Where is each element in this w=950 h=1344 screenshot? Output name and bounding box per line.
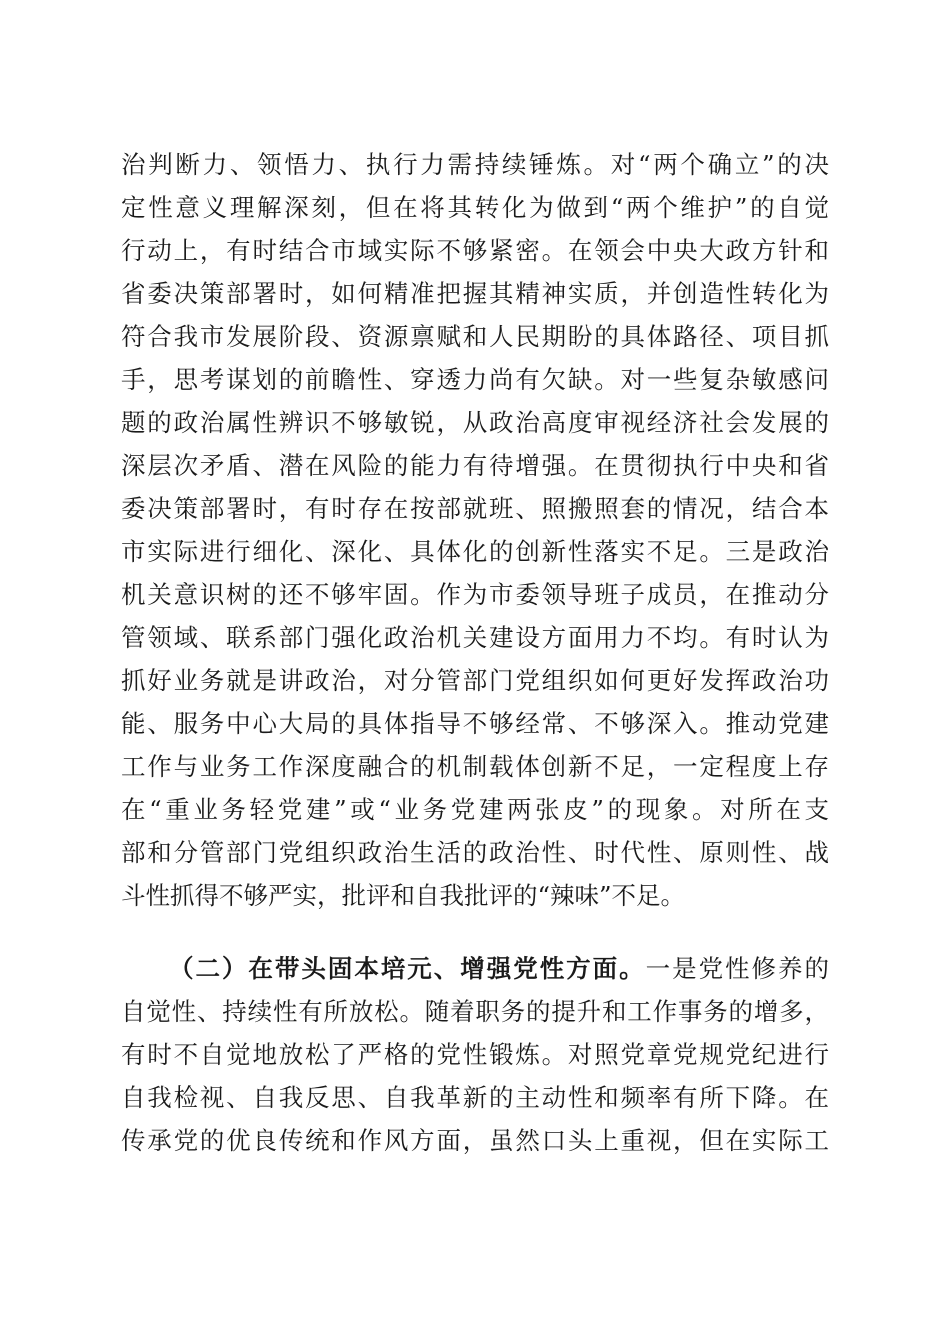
paragraph-line: 斗性抓得不够严实，批评和自我批评的“辣味”不足。 (121, 881, 686, 910)
paragraph-line: 省委决策部署时，如何精准把握其精神实质，并创造性转化为 (121, 279, 829, 308)
paragraph-line: 机关意识树的还不够牢固。作为市委领导班子成员，在推动分 (121, 580, 829, 609)
paragraph-line: 符合我市发展阶段、资源禀赋和人民期盼的具体路径、项目抓 (121, 322, 829, 351)
section-first-line-text: 一是党性修养的 (645, 954, 829, 983)
section-heading: （二）在带头固本培元、增强党性方面。 (169, 954, 646, 983)
paragraph-line: 手，思考谋划的前瞻性、穿透力尚有欠缺。对一些复杂敏感问 (121, 365, 829, 394)
paragraph-line: 传承党的优良传统和作风方面，虽然口头上重视，但在实际工 (121, 1126, 829, 1155)
paragraph-line: 题的政治属性辨识不够敏锐，从政治高度审视经济社会发展的 (121, 408, 829, 437)
paragraph-line: 委决策部署时，有时存在按部就班、照搬照套的情况，结合本 (121, 494, 829, 523)
paragraph-line: 能、服务中心大局的具体指导不够经常、不够深入。推动党建 (121, 709, 829, 738)
paragraph-line: 部和分管部门党组织政治生活的政治性、时代性、原则性、战 (121, 838, 829, 867)
section-first-line (169, 950, 829, 988)
paragraph-line: 抓好业务就是讲政治，对分管部门党组织如何更好发挥政治功 (121, 666, 829, 695)
paragraph-line: 工作与业务工作深度融合的机制载体创新不足，一定程度上存 (121, 752, 829, 781)
paragraph-line: 自觉性、持续性有所放松。随着职务的提升和工作事务的增多， (121, 997, 829, 1026)
paragraph-line: 治判断力、领悟力、执行力需持续锤炼。对“两个确立”的决 (121, 150, 829, 179)
paragraph-line: 管领域、联系部门强化政治机关建设方面用力不均。有时认为 (121, 623, 829, 652)
paragraph-line: 定性意义理解深刻，但在将其转化为做到“两个维护”的自觉 (121, 193, 829, 222)
paragraph-line: 有时不自觉地放松了严格的党性锻炼。对照党章党规党纪进行 (121, 1040, 829, 1069)
paragraph-line: 深层次矛盾、潜在风险的能力有待增强。在贯彻执行中央和省 (121, 451, 829, 480)
paragraph-line: 行动上，有时结合市域实际不够紧密。在领会中央大政方针和 (121, 236, 829, 265)
paragraph-line: 在“重业务轻党建”或“业务党建两张皮”的现象。对所在支 (121, 795, 829, 824)
paragraph-line: 自我检视、自我反思、自我革新的主动性和频率有所下降。在 (121, 1083, 829, 1112)
paragraph-line: 市实际进行细化、深化、具体化的创新性落实不足。三是政治 (121, 537, 829, 566)
